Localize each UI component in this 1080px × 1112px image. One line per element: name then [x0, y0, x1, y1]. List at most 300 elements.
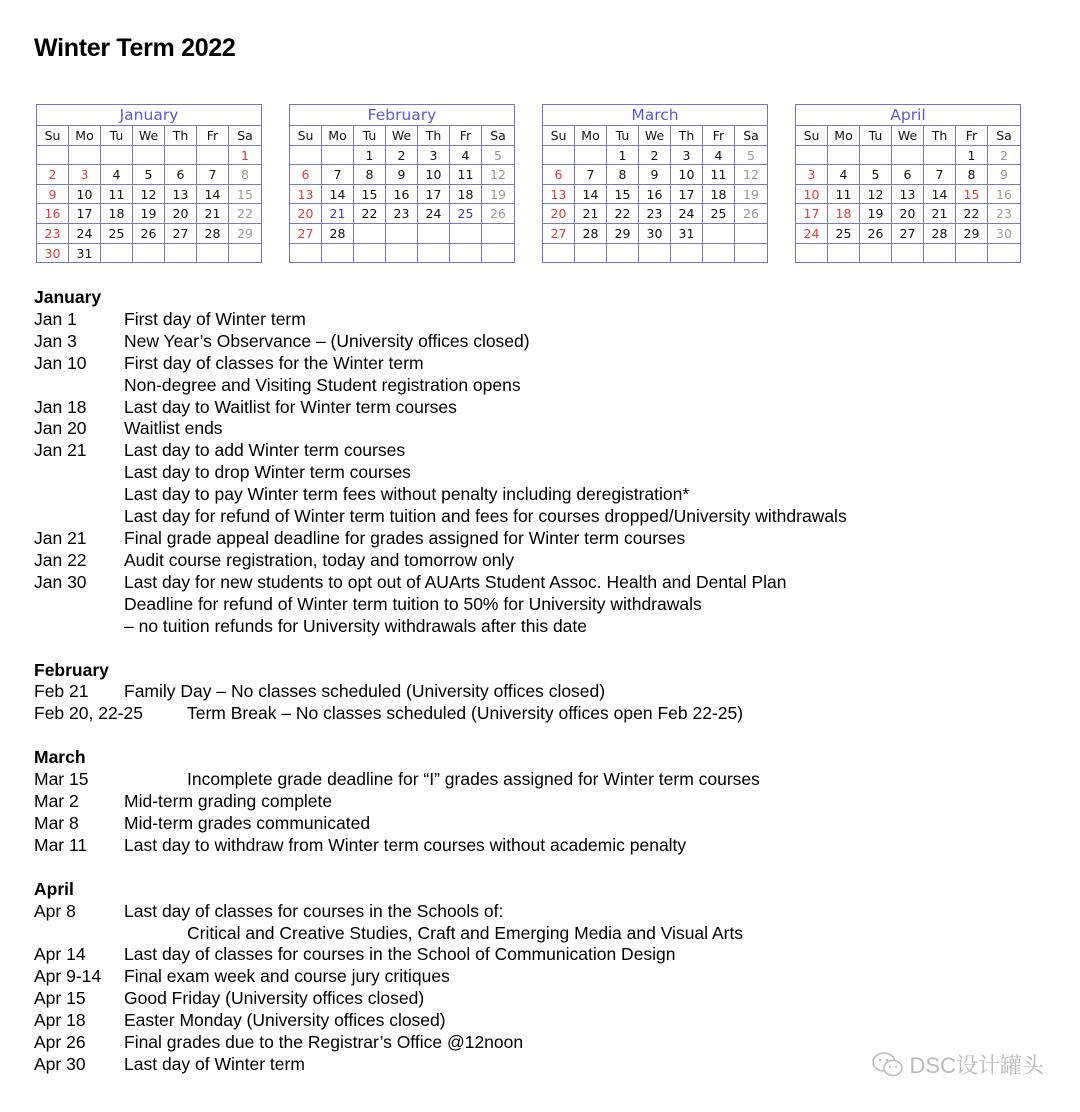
- calendar-day: 23: [37, 223, 69, 243]
- calendar-april: [795, 104, 1021, 263]
- weekday-header: Th: [924, 125, 956, 145]
- calendar-day: 23: [988, 203, 1020, 223]
- calendar-day: [607, 243, 639, 263]
- calendar-day: 2: [988, 145, 1020, 165]
- month-heading: January: [34, 287, 102, 307]
- page-title: Winter Term 2022: [34, 34, 236, 62]
- calendar-day: 15: [229, 184, 261, 204]
- weekday-header: Tu: [101, 125, 133, 145]
- calendar-day: 28: [197, 223, 229, 243]
- event-description: Last day to pay Winter term fees without penalty including deregistration*: [124, 484, 690, 505]
- calendar-day: 4: [450, 145, 482, 165]
- event-line: [34, 835, 1044, 857]
- weekday-header: Fr: [703, 125, 735, 145]
- month-section-march: [34, 747, 1044, 857]
- event-date: [34, 462, 124, 484]
- weekday-header: Su: [543, 125, 575, 145]
- event-date: Apr 26: [34, 1032, 86, 1053]
- calendar-grid: [37, 125, 261, 262]
- event-date: Jan 10: [34, 352, 87, 373]
- calendar-day: 22: [607, 203, 639, 223]
- calendar-day: 3: [671, 145, 703, 165]
- calendar-day: 1: [607, 145, 639, 165]
- calendar-day: 13: [543, 184, 575, 204]
- calendar-day: [229, 243, 261, 263]
- event-line: [34, 331, 1044, 353]
- calendar-day: 19: [482, 184, 514, 204]
- calendar-month-title: January: [119, 106, 179, 124]
- calendar-day: 18: [828, 203, 860, 223]
- event-date: Apr 15: [34, 988, 86, 1009]
- event-date: Apr 9-14: [34, 966, 102, 987]
- calendar-day: [860, 145, 892, 165]
- calendar-day: 22: [956, 203, 988, 223]
- calendar-day: 1: [956, 145, 988, 165]
- event-description: First day of Winter term: [124, 308, 306, 329]
- calendar-day: 8: [607, 164, 639, 184]
- calendar-day: 6: [892, 164, 924, 184]
- calendar-day: [322, 145, 354, 165]
- calendar-day: [418, 243, 450, 263]
- calendar-day: [418, 223, 450, 243]
- event-date: Apr 30: [34, 1054, 86, 1074]
- month-section-april: [34, 879, 1044, 1076]
- event-description: Final grade appeal deadline for grades assigned for Winter term courses: [124, 527, 686, 548]
- calendar-day: [735, 243, 767, 263]
- month-heading: February: [34, 659, 109, 680]
- event-description: Final exam week and course jury critiques: [124, 966, 450, 987]
- calendar-day: 7: [197, 164, 229, 184]
- calendar-day: 17: [671, 184, 703, 204]
- weekday-header: Th: [165, 125, 197, 145]
- weekday-header: Sa: [482, 125, 514, 145]
- calendar-day: 8: [229, 164, 261, 184]
- calendar-day: 25: [101, 223, 133, 243]
- calendar-day: 15: [607, 184, 639, 204]
- watermark-text: DSC设计罐头: [909, 1053, 1044, 1078]
- calendar-february: [289, 104, 515, 263]
- event-line: [34, 550, 1044, 572]
- event-date: [34, 923, 124, 945]
- calendar-day: [354, 243, 386, 263]
- weekday-header: We: [133, 125, 165, 145]
- calendar-day: [543, 145, 575, 165]
- calendar-day: 5: [482, 145, 514, 165]
- calendar-day: 23: [639, 203, 671, 223]
- event-line: [34, 681, 1044, 703]
- event-date: Apr 8: [34, 900, 76, 921]
- calendar-day: 27: [165, 223, 197, 243]
- calendar-day: 1: [354, 145, 386, 165]
- weekday-header: Th: [671, 125, 703, 145]
- weekday-header: Mo: [322, 125, 354, 145]
- calendar-day: 5: [133, 164, 165, 184]
- event-line: [34, 769, 1044, 791]
- calendar-day: 6: [165, 164, 197, 184]
- calendar-grid: [543, 125, 767, 262]
- calendar-day: 29: [607, 223, 639, 243]
- calendar-day: [639, 243, 671, 263]
- calendar-day: 19: [860, 203, 892, 223]
- calendar-day: 24: [69, 223, 101, 243]
- calendar-day: [354, 223, 386, 243]
- event-line: [34, 506, 1044, 528]
- calendar-day: 31: [69, 243, 101, 263]
- calendar-day: 25: [450, 203, 482, 223]
- calendar-day: [924, 243, 956, 263]
- calendar-day: [69, 145, 101, 165]
- calendar-day: 21: [322, 203, 354, 223]
- calendar-day: [575, 145, 607, 165]
- calendar-day: 8: [354, 164, 386, 184]
- calendar-day: 16: [988, 184, 1020, 204]
- calendar-day: 18: [101, 203, 133, 223]
- event-description: Term Break – No classes scheduled (University offices open Feb 22-25): [187, 703, 744, 724]
- calendar-day: 11: [703, 164, 735, 184]
- calendar-day: 14: [322, 184, 354, 204]
- calendar-day: 2: [639, 145, 671, 165]
- event-line: [34, 353, 1044, 375]
- event-date: Feb 21: [34, 681, 89, 702]
- calendar-day: [37, 145, 69, 165]
- calendar-day: 20: [543, 203, 575, 223]
- event-description: Final grades due to the Registrar’s Office @12noon: [124, 1032, 524, 1053]
- calendar-day: [450, 223, 482, 243]
- calendar-day: 17: [418, 184, 450, 204]
- calendar-day: 19: [133, 203, 165, 223]
- calendar-day: 22: [354, 203, 386, 223]
- calendar-day: 21: [924, 203, 956, 223]
- calendar-day: [796, 243, 828, 263]
- calendar-grid: [290, 125, 514, 262]
- calendar-day: 1: [229, 145, 261, 165]
- calendar-month-title: April: [890, 106, 926, 124]
- calendar-day: 18: [450, 184, 482, 204]
- event-line: [34, 1010, 1044, 1032]
- calendar-day: 26: [482, 203, 514, 223]
- calendar-day: [101, 145, 133, 165]
- calendar-day: [290, 145, 322, 165]
- calendar-day: [575, 243, 607, 263]
- calendar-day: 28: [924, 223, 956, 243]
- event-line: [34, 462, 1044, 484]
- event-date: Jan 22: [34, 549, 87, 570]
- event-description: Last day to Waitlist for Winter term courses: [124, 396, 457, 417]
- calendar-day: [165, 243, 197, 263]
- calendar-day: 3: [418, 145, 450, 165]
- month-section-january: [34, 287, 1044, 638]
- event-line: [34, 309, 1044, 331]
- calendar-day: 22: [229, 203, 261, 223]
- calendar-day: 26: [860, 223, 892, 243]
- event-date: Jan 3: [34, 330, 77, 351]
- calendar-day: [322, 243, 354, 263]
- calendar-day: 16: [37, 203, 69, 223]
- event-line: [34, 923, 1044, 945]
- calendar-day: 11: [828, 184, 860, 204]
- calendar-day: 11: [450, 164, 482, 184]
- calendar-day: 30: [639, 223, 671, 243]
- calendar-day: 20: [892, 203, 924, 223]
- event-description: Good Friday (University offices closed): [124, 988, 425, 1009]
- event-description: Easter Monday (University offices closed): [124, 1010, 446, 1031]
- weekday-header: We: [386, 125, 418, 145]
- calendar-day: 16: [386, 184, 418, 204]
- calendar-day: 15: [354, 184, 386, 204]
- calendar-day: [671, 243, 703, 263]
- calendar-day: 12: [133, 184, 165, 204]
- calendar-day: 17: [796, 203, 828, 223]
- event-date: Mar 8: [34, 812, 79, 833]
- calendar-day: 25: [828, 223, 860, 243]
- calendar-day: 3: [796, 164, 828, 184]
- calendar-day: [165, 145, 197, 165]
- calendar-day: 24: [671, 203, 703, 223]
- calendar-day: 25: [703, 203, 735, 223]
- weekday-header: Sa: [735, 125, 767, 145]
- event-date: Jan 18: [34, 396, 87, 417]
- calendar-day: 4: [703, 145, 735, 165]
- event-line: [34, 484, 1044, 506]
- weekday-header: Su: [796, 125, 828, 145]
- calendar-day: 12: [860, 184, 892, 204]
- calendar-day: 30: [37, 243, 69, 263]
- calendar-day: [482, 243, 514, 263]
- calendar-day: 13: [892, 184, 924, 204]
- event-description: Incomplete grade deadline for “I” grades assigned for Winter term courses: [187, 769, 760, 790]
- wechat-icon: [872, 1052, 904, 1078]
- calendar-day: 29: [956, 223, 988, 243]
- calendar-day: [828, 145, 860, 165]
- calendar-day: 5: [860, 164, 892, 184]
- calendar-day: [988, 243, 1020, 263]
- calendar-day: 9: [37, 184, 69, 204]
- calendar-day: 11: [101, 184, 133, 204]
- event-description: Last day of classes for courses in the Schools of:: [124, 900, 504, 921]
- event-description: Last day for refund of Winter term tuition and fees for courses dropped/University withdrawals: [124, 506, 847, 527]
- calendar-day: [197, 145, 229, 165]
- calendar-day: 14: [575, 184, 607, 204]
- month-heading: March: [34, 747, 86, 768]
- weekday-header: Tu: [607, 125, 639, 145]
- event-date: Apr 14: [34, 944, 86, 965]
- event-description: Last day for new students to opt out of AUArts Student Assoc. Health and Dental Plan: [124, 571, 787, 592]
- calendar-day: 9: [988, 164, 1020, 184]
- event-line: [34, 528, 1044, 550]
- event-description: First day of classes for the Winter term: [124, 352, 424, 373]
- event-description: Last day to drop Winter term courses: [124, 462, 411, 483]
- calendar-march: [542, 104, 768, 263]
- event-date: Jan 1: [34, 308, 77, 329]
- calendar-day: 18: [703, 184, 735, 204]
- calendar-day: 3: [69, 164, 101, 184]
- calendar-day: 6: [290, 164, 322, 184]
- weekday-header: Fr: [197, 125, 229, 145]
- calendar-day: 5: [735, 145, 767, 165]
- event-date: Mar 15: [34, 769, 89, 790]
- calendar-day: 8: [956, 164, 988, 184]
- event-line: [34, 418, 1044, 440]
- event-line: [34, 594, 1044, 616]
- calendar-day: [956, 243, 988, 263]
- calendar-day: [828, 243, 860, 263]
- event-description: Last day to add Winter term courses: [124, 440, 406, 461]
- event-description: Waitlist ends: [124, 418, 223, 439]
- calendar-day: 7: [322, 164, 354, 184]
- calendar-day: 20: [290, 203, 322, 223]
- calendar-day: 10: [796, 184, 828, 204]
- calendar-day: 24: [418, 203, 450, 223]
- calendar-day: [892, 243, 924, 263]
- calendar-day: [735, 223, 767, 243]
- event-line: [34, 813, 1044, 835]
- event-line: [34, 944, 1044, 966]
- calendar-grid: [796, 125, 1020, 262]
- calendar-day: [197, 243, 229, 263]
- month-heading: April: [34, 878, 74, 899]
- calendar-day: [860, 243, 892, 263]
- calendar-day: 7: [924, 164, 956, 184]
- event-line: [34, 375, 1044, 397]
- calendar-day: 14: [197, 184, 229, 204]
- calendar-day: [543, 243, 575, 263]
- event-description: New Year’s Observance – (University offices closed): [124, 330, 530, 351]
- weekday-header: Th: [418, 125, 450, 145]
- weekday-header: Tu: [860, 125, 892, 145]
- calendar-day: [482, 223, 514, 243]
- calendar-day: 15: [956, 184, 988, 204]
- calendar-month-title: February: [367, 106, 437, 124]
- event-description: Deadline for refund of Winter term tuition to 50% for University withdrawals: [124, 593, 702, 614]
- calendar-day: [924, 145, 956, 165]
- calendar-day: 21: [575, 203, 607, 223]
- event-date: Jan 21: [34, 527, 87, 548]
- calendar-day: 27: [892, 223, 924, 243]
- event-description: Mid-term grades communicated: [124, 812, 371, 833]
- schedule: [34, 287, 1044, 1076]
- calendar-day: 24: [796, 223, 828, 243]
- calendar-day: 26: [133, 223, 165, 243]
- weekday-header: Sa: [229, 125, 261, 145]
- event-date: Jan 20: [34, 418, 87, 439]
- event-description: Last day of Winter term: [124, 1054, 305, 1074]
- event-date: [34, 484, 124, 506]
- weekday-header: Fr: [956, 125, 988, 145]
- event-date: [34, 594, 124, 616]
- event-description: Non-degree and Visiting Student registration opens: [124, 374, 521, 395]
- weekday-header: Mo: [69, 125, 101, 145]
- calendar-day: [796, 145, 828, 165]
- event-date: [34, 506, 124, 528]
- event-date: [34, 616, 124, 638]
- calendar-day: [892, 145, 924, 165]
- calendar-day: [133, 243, 165, 263]
- event-line: [34, 791, 1044, 813]
- weekday-header: Su: [290, 125, 322, 145]
- calendar-day: 30: [988, 223, 1020, 243]
- weekday-header: Mo: [575, 125, 607, 145]
- calendar-day: [290, 243, 322, 263]
- calendar-day: 4: [101, 164, 133, 184]
- weekday-header: Fr: [450, 125, 482, 145]
- event-line: [34, 397, 1044, 419]
- calendar-day: 14: [924, 184, 956, 204]
- calendar-day: 26: [735, 203, 767, 223]
- event-date: Apr 18: [34, 1010, 86, 1031]
- calendar-day: 2: [37, 164, 69, 184]
- weekday-header: We: [892, 125, 924, 145]
- watermark: [872, 1049, 1044, 1080]
- event-date: Jan 21: [34, 440, 87, 461]
- weekday-header: Tu: [354, 125, 386, 145]
- calendar-day: [703, 243, 735, 263]
- event-description: Last day to withdraw from Winter term courses without academic penalty: [124, 834, 687, 855]
- calendar-day: [101, 243, 133, 263]
- calendar-day: 4: [828, 164, 860, 184]
- calendar-day: 28: [575, 223, 607, 243]
- event-line: [34, 616, 1044, 638]
- calendar-day: 28: [322, 223, 354, 243]
- calendar-day: [386, 243, 418, 263]
- calendar-day: 6: [543, 164, 575, 184]
- event-line: [34, 440, 1044, 462]
- event-line: [34, 572, 1044, 594]
- calendar-day: 23: [386, 203, 418, 223]
- calendar-day: 13: [290, 184, 322, 204]
- event-description: Mid-term grading complete: [124, 791, 333, 812]
- calendar-day: 12: [482, 164, 514, 184]
- calendar-day: 21: [197, 203, 229, 223]
- calendar-day: 16: [639, 184, 671, 204]
- event-description: Last day of classes for courses in the School of Communication Design: [124, 944, 676, 965]
- event-line: [34, 988, 1044, 1010]
- weekday-header: Mo: [828, 125, 860, 145]
- calendar-day: 31: [671, 223, 703, 243]
- event-line: [34, 966, 1044, 988]
- calendar-day: 20: [165, 203, 197, 223]
- event-description: Family Day – No classes scheduled (University offices closed): [124, 681, 606, 702]
- calendar-day: 27: [543, 223, 575, 243]
- event-date: Jan 30: [34, 571, 87, 592]
- event-description: – no tuition refunds for University withdrawals after this date: [124, 615, 587, 636]
- event-date: [34, 375, 124, 397]
- calendar-day: 9: [386, 164, 418, 184]
- calendar-day: 9: [639, 164, 671, 184]
- calendar-day: 10: [671, 164, 703, 184]
- event-date: Mar 11: [34, 834, 88, 855]
- calendar-month-title: March: [631, 106, 679, 124]
- month-section-february: [34, 660, 1044, 726]
- calendar-day: 10: [418, 164, 450, 184]
- event-date: Feb 20, 22-25: [34, 703, 143, 724]
- calendar-day: 29: [229, 223, 261, 243]
- calendar-day: [450, 243, 482, 263]
- event-description: Audit course registration, today and tomorrow only: [124, 549, 515, 570]
- calendar-day: 2: [386, 145, 418, 165]
- calendar-day: 27: [290, 223, 322, 243]
- event-line: [34, 901, 1044, 923]
- weekday-header: Su: [37, 125, 69, 145]
- calendar-january: [36, 104, 262, 263]
- calendar-day: [133, 145, 165, 165]
- calendar-day: 12: [735, 164, 767, 184]
- calendar-day: 13: [165, 184, 197, 204]
- calendar-day: 17: [69, 203, 101, 223]
- calendar-day: 19: [735, 184, 767, 204]
- calendar-day: [703, 223, 735, 243]
- event-date: Mar 2: [34, 791, 79, 812]
- event-line: [34, 703, 1044, 725]
